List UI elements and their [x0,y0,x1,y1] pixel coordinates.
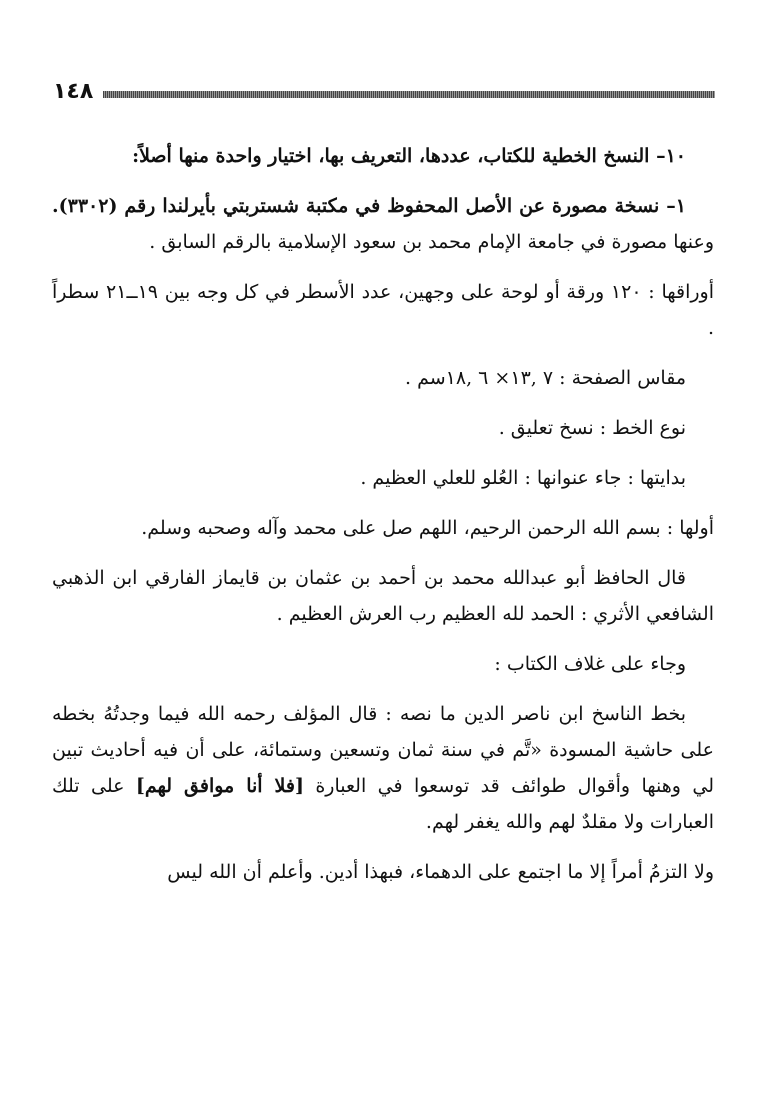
page-size-info: مقاس الصفحة : ٧ ,١٣× ٦ ,١٨سم . [405,367,686,389]
beginning-info: بدايتها : جاء عنوانها : العُلو للعلي العظيم . [360,467,686,489]
manuscript-title: ١– نسخة مصورة عن الأصل المحفوظ في مكتبة شستربتي بأيرلندا رقم (٣٣٠٢). [52,195,686,217]
page-header [53,78,715,106]
page-body [52,138,714,904]
opening-info: أولها : بسم الله الرحمن الرحيم، اللهم صل على محمد وآله وصحبه وسلم. [141,517,714,539]
section-heading: ١٠– النسخ الخطية للكتاب، عددها، التعريف بها، اختيار واحدة منها أصلاً: [132,145,686,167]
cover-text-part-1: بخط الناسخ ابن ناصر الدين ما نصه : قال المؤلف رحمه الله فيما وجدتُهُ بخطه على حاشية المسودة «تَّم في سنة ثمان وتسعين وستمائة، على أن فيه أحاديث تبين لي وهنها وأقوال طوائف قد توسعوا في العبارة [52,703,714,797]
last-paragraph: ولا التزمُ أمراً إلا ما اجتمع على الدهماء، فبهذا أدين. وأعلم أن الله ليس [167,861,714,883]
page-number: ١٤٨ [53,79,94,104]
header-rule [103,91,715,98]
folios-info: أوراقها : ١٢٠ ورقة أو لوحة على وجهين، عدد الأسطر في كل وجه بين ١٩ــ٢١ سطراً . [52,281,714,339]
script-type-info: نوع الخط : نسخ تعليق . [498,417,686,439]
manuscript-description [52,188,714,260]
cover-text-part-2: على تلك العبارات ولا مقلدٌ لهم والله يغفر لهم. [52,775,714,833]
cover-text [52,696,714,840]
cover-intro: وجاء على غلاف الكتاب : [494,653,686,675]
author-statement: قال الحافظ أبو عبدالله محمد بن أحمد بن عثمان بن قايماز الفارقي ابن الذهبي الشافعي الأثري : الحمد لله العظيم رب العرش العظيم . [52,567,714,625]
manuscript-copy-note: وعنها مصورة في جامعة الإمام محمد بن سعود الإسلامية بالرقم السابق . [149,231,714,253]
cover-text-bracketed: [فلا أنا موافق لهم] [135,775,304,797]
